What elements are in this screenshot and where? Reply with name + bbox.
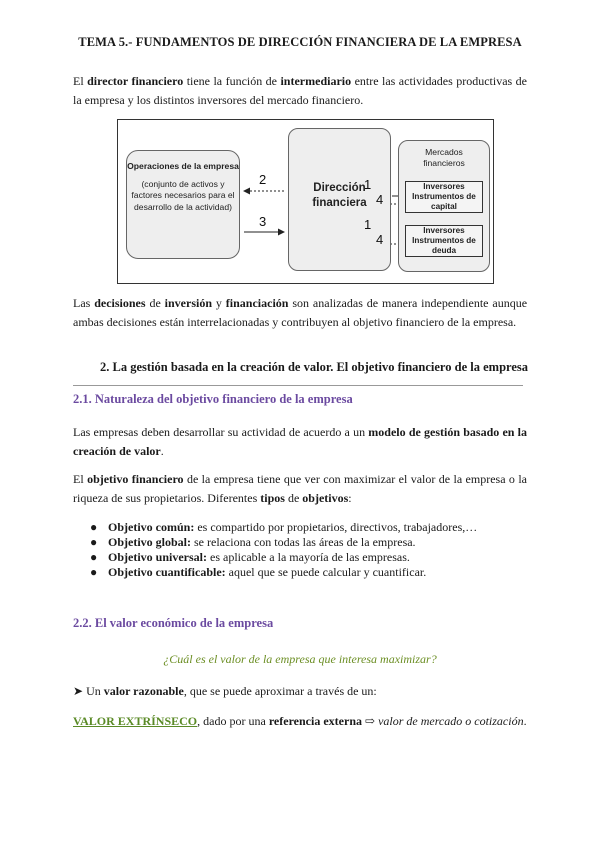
list-item: ● Objetivo común: es compartido por propietarios, directivos, trabajadores,… (90, 520, 478, 534)
decisions-paragraph: Las decisiones de inversión y financiación son analizadas de manera independiente aunque ambas decisiones están interrelacionadas y contribuyen al objetivo financiero de la empresa. (73, 296, 528, 329)
markets-box: Mercados financieros Inversores Instrumentos de capital Inversores Instrumentos de deuda (398, 140, 490, 272)
operations-box: Operaciones de la empresa (conjunto de activos y factores necesarios para el desarrollo de la actividad) (126, 150, 240, 259)
question-text: ¿Cuál es el valor de la empresa que interesa maximizar? (163, 652, 437, 666)
subsection-2-2-heading: 2.2. El valor económico de la empresa (73, 616, 274, 630)
paragraph-2-1: Las empresas deben desarrollar su actividad de acuerdo a un modelo de gestión basado en la creación de valor. (73, 425, 527, 458)
list-item: ● Objetivo global: se relaciona con todas las áreas de la empresa. (90, 535, 416, 549)
label-1a: 1 (364, 177, 372, 192)
label-4a: 4 (376, 192, 384, 207)
reasonable-value-line: ➤ Un valor razonable, que se puede aproximar a través de un: (73, 684, 377, 698)
label-2: 2 (259, 172, 267, 187)
investors-debt-box: Inversores Instrumentos de deuda (405, 225, 483, 257)
right-arrow-icon: ⇨ (362, 714, 379, 728)
subsection-2-1-heading: 2.1. Naturaleza del objetivo financiero de la empresa (73, 392, 353, 406)
section-divider (73, 385, 523, 386)
intro-paragraph: El director financiero tiene la función de intermediario entre las actividades productivas de la empresa y los distintos inversores del mercado financiero. (73, 74, 527, 107)
list-item: ● Objetivo universal: es aplicable a la mayoría de las empresas. (90, 550, 410, 564)
label-3: 3 (259, 214, 267, 229)
list-item: ● Objetivo cuantificable: aquel que se puede calcular y cuantificar. (90, 565, 427, 579)
page-title: TEMA 5.- FUNDAMENTOS DE DIRECCIÓN FINANCIERA DE LA EMPRESA (78, 35, 522, 49)
label-4b: 4 (376, 232, 384, 247)
arrow-bullet-icon: ➤ (73, 684, 87, 698)
objective-paragraph: El objetivo financiero de la empresa tiene que ver con maximizar el valor de la empresa o la riqueza de sus propietarios. Diferentes tipos de objetivos: (73, 472, 527, 505)
objectives-list (90, 520, 530, 580)
direction-box: Dirección financiera (288, 128, 391, 271)
label-1b: 1 (364, 217, 372, 232)
investors-capital-box: Inversores Instrumentos de capital (405, 181, 483, 213)
financial-director-diagram (117, 119, 494, 284)
section-2-heading: 2. La gestión basada en la creación de valor. El objetivo financiero de la empresa (100, 360, 529, 374)
extrinsic-value-paragraph: VALOR EXTRÍNSECO, dado por una referencia externa ⇨ valor de mercado o cotización. (73, 714, 527, 728)
